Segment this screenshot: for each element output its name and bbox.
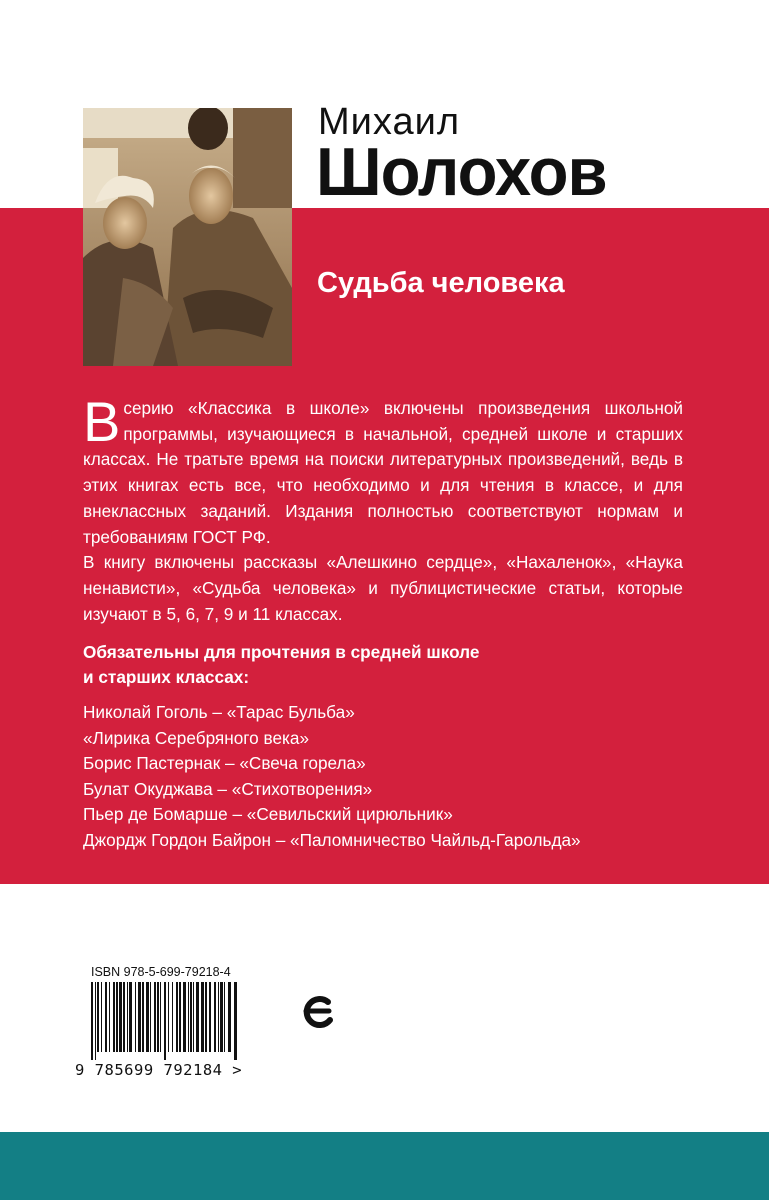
- recommended-item: Булат Окуджава – «Стихотворения»: [83, 778, 373, 799]
- barcode-bar: [176, 982, 178, 1052]
- barcode-bar: [190, 982, 192, 1052]
- barcode-bar: [142, 982, 144, 1052]
- recommended-heading-line-1: Обязательны для прочтения в средней школе: [83, 642, 480, 662]
- barcode-bar: [109, 982, 110, 1052]
- series-description: [83, 390, 683, 627]
- dropcap-letter: В: [83, 390, 121, 453]
- description-paragraph-1-text: серию «Классика в школе» включены произведения школьной программы, изучающиеся в начальной, средней школе и старших классах. Не тратьте время на поиски литературных произведений, ведь в этих книгах есть все, что необходимо и для чтения в классе, и для внеклассных заданий. Издания полностью соответствуют нормам и требованиям ГОСТ РФ.: [83, 398, 683, 547]
- barcode-bar: [183, 982, 186, 1052]
- description-paragraph-1: [83, 390, 683, 550]
- barcode-bar: [127, 982, 128, 1052]
- barcode-bar: [188, 982, 189, 1052]
- barcode-bar: [97, 982, 99, 1052]
- barcode-bar: [179, 982, 181, 1052]
- author-last-name: Шолохов: [316, 134, 607, 210]
- barcode-bar: [205, 982, 207, 1052]
- teal-band: [0, 1132, 769, 1200]
- barcode-bar: [218, 982, 219, 1052]
- author-first-name: Михаил: [318, 101, 460, 143]
- barcode-bar: [201, 982, 204, 1052]
- recommended-item: «Лирика Серебряного века»: [83, 727, 310, 748]
- description-paragraph-2: В книгу включены рассказы «Алешкино сердце», «Нахаленок», «Наука ненависти», «Судьба человека» и публицистические статьи, которые изучают в 5, 6, 7, 9 и 11 классах.: [83, 552, 683, 624]
- barcode-bar: [157, 982, 159, 1052]
- barcode-bar: [228, 982, 231, 1052]
- barcode-bar: [164, 982, 166, 1060]
- barcode-bar: [220, 982, 223, 1052]
- recommended-list: [83, 700, 581, 853]
- book-title: Судьба человека: [317, 267, 565, 299]
- barcode-bar: [209, 982, 211, 1052]
- barcode-bar: [193, 982, 194, 1052]
- barcode-digits: 9 785699 792184 >: [75, 1061, 243, 1079]
- recommended-heading-line-2: и старших классах:: [83, 667, 250, 687]
- barcode-bar: [196, 982, 199, 1052]
- barcode-bar: [138, 982, 141, 1052]
- recommended-item: Николай Гоголь – «Тарас Бульба»: [83, 702, 355, 722]
- barcode-bar: [234, 982, 237, 1060]
- barcode-bar: [105, 982, 107, 1052]
- barcode-bar: [116, 982, 118, 1052]
- barcode-bar: [172, 982, 173, 1052]
- isbn-label: ISBN 978-5-699-79218-4: [91, 965, 231, 979]
- barcode-bar: [135, 982, 136, 1052]
- cover-photo: [83, 108, 292, 366]
- barcode-bar: [150, 982, 151, 1052]
- barcode-bar: [160, 982, 161, 1052]
- barcode-bar: [224, 982, 225, 1052]
- recommended-heading: [83, 640, 583, 690]
- recommended-item: Борис Пастернак – «Свеча горела»: [83, 753, 366, 773]
- barcode-bar: [146, 982, 149, 1052]
- barcode-bar: [168, 982, 169, 1052]
- barcode-bar: [119, 982, 122, 1052]
- barcode-bar: [113, 982, 115, 1052]
- barcode-bar: [214, 982, 216, 1052]
- recommended-item: Пьер де Бомарше – «Севильский цирюльник»: [83, 804, 453, 824]
- barcode-bar: [101, 982, 102, 1052]
- recommended-item: Джордж Гордон Байрон – «Паломничество Чайльд-Гарольда»: [83, 829, 581, 850]
- barcode-bar: [129, 982, 132, 1052]
- barcode-bar: [91, 982, 93, 1060]
- barcode-bar: [123, 982, 125, 1052]
- barcode-bar: [95, 982, 96, 1060]
- isbn-barcode: [89, 982, 239, 1060]
- barcode-bar: [154, 982, 156, 1052]
- eksmo-logo-icon: [300, 990, 338, 1032]
